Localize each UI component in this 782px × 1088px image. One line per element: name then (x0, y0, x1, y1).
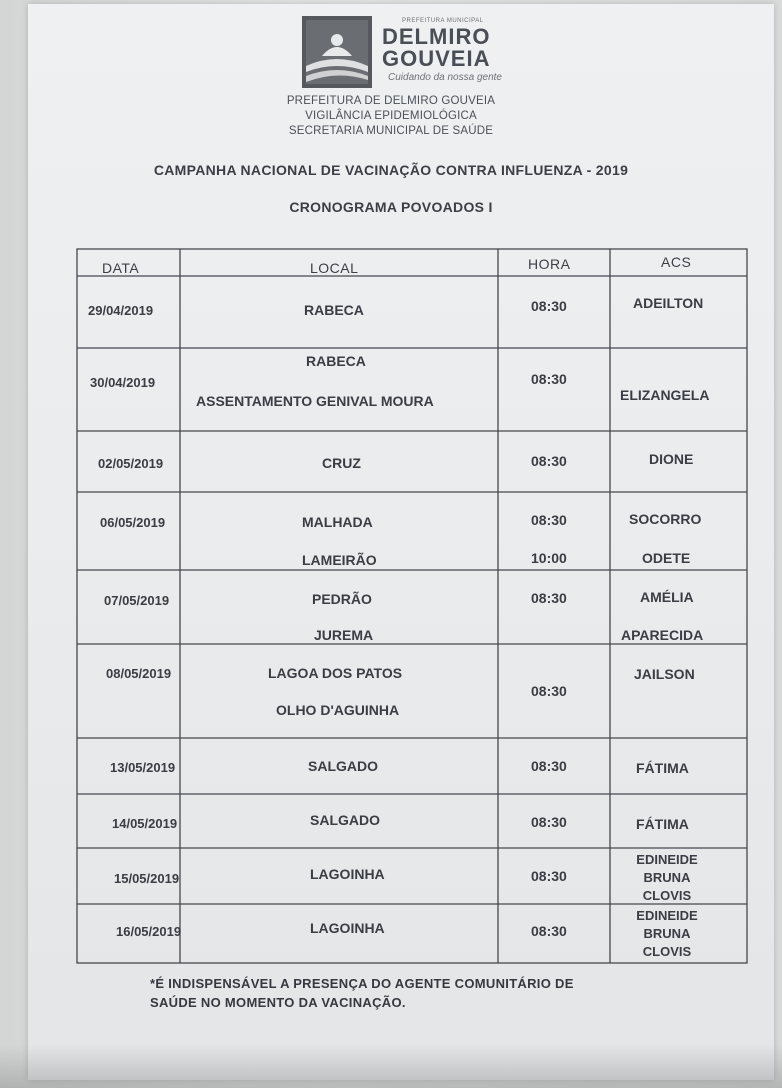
row4-acs1: SOCORRO (629, 511, 702, 527)
footnote-line1: *É INDISPENSÁVEL A PRESENÇA DO AGENTE COMUNITÁRIO DE (150, 976, 574, 991)
row4-date: 06/05/2019 (100, 515, 166, 530)
row5-local1: PEDRÃO (312, 591, 372, 607)
row9-local: LAGOINHA (310, 866, 385, 882)
row2-hora: 08:30 (531, 371, 567, 387)
row2-local1: RABECA (306, 353, 366, 369)
row5-acs1: AMÉLIA (640, 589, 694, 605)
row1-acs: ADEILTON (633, 295, 704, 311)
header-secretaria: SECRETARIA MUNICIPAL DE SAÚDE (288, 125, 494, 137)
row8-acs: FÁTIMA (636, 816, 689, 832)
logo-name-line1: DELMIRO (382, 24, 491, 49)
row10-date: 16/05/2019 (116, 924, 182, 939)
schedule-table (76, 248, 748, 964)
logo-name-line2: GOUVEIA (382, 46, 491, 71)
row6-local2: OLHO D'AGUINHA (276, 702, 400, 718)
header-date: DATA (102, 260, 140, 276)
row5-date: 07/05/2019 (104, 593, 170, 608)
row9-acs2: BRUNA (643, 870, 691, 885)
row3-date: 02/05/2019 (98, 456, 164, 471)
header-hora: HORA (528, 256, 571, 272)
row4-local1: MALHADA (302, 514, 373, 530)
row5-acs2: APARECIDA (621, 627, 704, 643)
row3-local: CRUZ (322, 455, 361, 471)
row5-local2: JUREMA (314, 627, 374, 643)
row10-acs1: EDINEIDE (636, 908, 698, 923)
header-vigilancia: VIGILÂNCIA EPIDEMIOLÓGICA (305, 110, 477, 122)
row10-acs3: CLOVIS (642, 944, 692, 959)
row8-local: SALGADO (310, 812, 380, 828)
footnote (150, 974, 710, 1012)
row1-date: 29/04/2019 (88, 303, 154, 318)
row2-local2: ASSENTAMENTO GENIVAL MOURA (196, 393, 434, 409)
campaign-title: CAMPANHA NACIONAL DE VACINAÇÃO CONTRA INFLUENZA - 2019 (153, 162, 629, 178)
footnote-line2: SAÚDE NO MOMENTO DA VACINAÇÃO. (150, 995, 406, 1010)
logo-emblem (302, 16, 372, 88)
row3-hora: 08:30 (531, 453, 567, 469)
row6-local1: LAGOA DOS PATOS (268, 665, 403, 681)
row10-acs (612, 907, 722, 961)
row6-date: 08/05/2019 (106, 666, 172, 681)
row1-local: RABECA (304, 302, 364, 318)
row9-hora: 08:30 (531, 868, 567, 884)
row4-local2: LAMEIRÃO (302, 552, 377, 568)
row8-date: 14/05/2019 (112, 816, 178, 831)
logo-small-text: PREFEITURA MUNICIPAL (402, 18, 484, 24)
row3-acs: DIONE (649, 451, 694, 467)
row10-hora: 08:30 (531, 923, 567, 939)
row4-hora2: 10:00 (531, 550, 567, 566)
logo-tagline: Cuidando da nossa gente (388, 72, 502, 83)
header-acs: ACS (661, 254, 692, 270)
row9-acs (612, 851, 722, 905)
floor-shadow (0, 1044, 782, 1088)
header-local: LOCAL (310, 260, 359, 276)
row10-acs2: BRUNA (643, 926, 691, 941)
row4-hora1: 08:30 (531, 512, 567, 528)
row1-hora: 08:30 (531, 298, 567, 314)
schedule-title: CRONOGRAMA POVOADOS I (289, 199, 493, 215)
row9-acs1: EDINEIDE (636, 852, 698, 867)
row7-local: SALGADO (308, 758, 378, 774)
row9-acs3: CLOVIS (642, 888, 692, 903)
row7-hora: 08:30 (531, 758, 567, 774)
row10-local: LAGOINHA (310, 920, 385, 936)
row6-acs: JAILSON (634, 666, 695, 682)
header-prefeitura: PREFEITURA DE DELMIRO GOUVEIA (286, 95, 496, 107)
delmiro-gouveia-logo (302, 14, 522, 94)
row7-date: 13/05/2019 (110, 760, 176, 775)
row6-hora: 08:30 (531, 683, 567, 699)
row4-acs2: ODETE (642, 550, 691, 566)
row2-acs: ELIZANGELA (620, 387, 710, 403)
row8-hora: 08:30 (531, 814, 567, 830)
row7-acs: FÁTIMA (636, 760, 689, 776)
row2-date: 30/04/2019 (90, 375, 156, 390)
row5-hora: 08:30 (531, 590, 567, 606)
row9-date: 15/05/2019 (114, 871, 180, 886)
